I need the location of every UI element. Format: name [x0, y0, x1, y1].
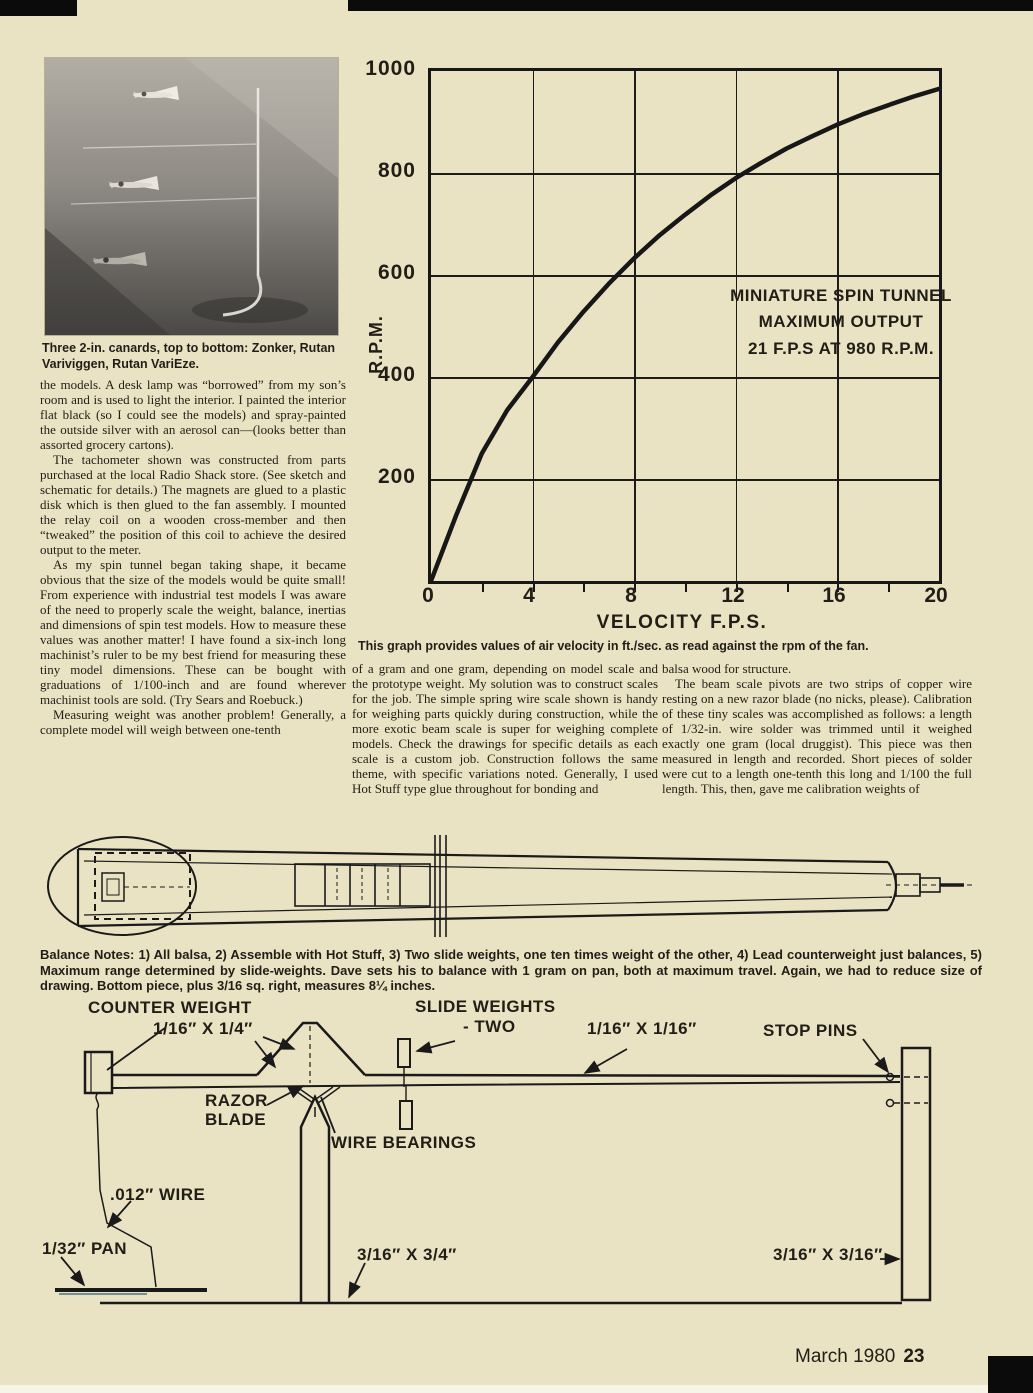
chart-caption: This graph provides values of air velocity in ft./sec. as read against the rpm of the fan. — [358, 639, 869, 653]
paragraph: As my spin tunnel began taking shape, it became obvious that the size of the models would be quite small! From experience with industrial test models I was aware of the need to properly scale the weight, balance, inertias and dimensions of spin test models. How to measure these values was another matter! I have found a six-inch long machinist’s ruler to be my best friend for measuring these tiny model dimensions. These can be bought with graduations of 1/100-inch and are found wherever machinist tools are sold. (Try Sears and Roebuck.) — [40, 557, 346, 707]
annotation-line: MINIATURE SPIN TUNNEL — [730, 286, 952, 305]
x-minor-tick — [685, 584, 687, 592]
y-tick-400: 400 — [377, 363, 416, 386]
annotation-line: 21 F.P.S AT 980 R.P.M. — [747, 338, 935, 358]
label-3-16-x-3-4: 3/16″ X 3/4″ — [357, 1245, 457, 1264]
counterweight — [85, 1052, 112, 1093]
page-footer — [795, 1346, 924, 1368]
y-tick-1000: 1000 — [365, 57, 416, 80]
x-tick-4: 4 — [523, 584, 535, 607]
plot-area — [428, 68, 952, 584]
x-minor-tick — [583, 584, 585, 592]
paragraph: the models. A desk lamp was “borrowed” from my son’s room and is used to light the interior. I painted the interior flat black (so I could see the models) and spray-painted the outside silver with an aerosol can—(looks better than assorted grocery cartons). — [40, 377, 346, 452]
annotation-line: MAXIMUM OUTPUT — [758, 312, 924, 332]
y-tick-800: 800 — [377, 159, 416, 182]
x-minor-tick — [888, 584, 890, 592]
y-axis-title: R.P.M. — [365, 315, 386, 374]
balance-notes: Balance Notes: 1) All balsa, 2) Assemble with Hot Stuff, 3) Two slide weights, one ten times weight of the other, 4) Lead counterweight just balances, 5) Maximum range determined by slide-weights. Dave sets his to balance with 1 gram on pan, both at maximum travel. Again, we had to reduce size of drawing. Bottom piece, plus 3/16 sq. right, measures 8¼ inches. — [40, 947, 982, 993]
balance-beam-top-view-drawing — [40, 833, 975, 940]
scan-white-strip-bottom — [0, 1385, 1033, 1393]
paragraph: The tachometer shown was constructed from parts purchased at the local Radio Shack store. (See sketch and schematic for details.) The magnets are glued to a plastic disk which is then glued to the fan assembly. I mounted the relay coil on a wooden cross-member and then “tweaked” the position of this coil to achieve the desired output to the meter. — [40, 452, 346, 557]
slide-weights — [398, 1039, 412, 1129]
paragraph: The beam scale pivots are two strips of copper wire resting on a new razor blade (no nicks, please). Calibration of these tiny scales was accomplished as follows: a length of 1/32-in. wire solder was trimmed until it weighed exactly one gram (local druggist). This piece was then measured in length and recorded. Short pieces of solder were cut to a length one-tenth this long and 1/100 the full length. This, then, gave me calibration weights of — [662, 676, 972, 796]
chart-annotation — [686, 283, 996, 362]
x-tick-12: 12 — [721, 584, 745, 607]
photo-canards-illustration — [45, 58, 338, 335]
paragraph: of a gram and one gram, depending on model scale and the prototype weight. My solution was to construct scales for the job. The simple spring wire scale shown is handy for weighing parts quickly during construction, while the more exotic beam scale is super for weighing complete models. Check the drawings for specific details as each scale is a custom job. Construction follows the same theme, with specific variations noted. Generally, I used Hot Stuff type glue throughout for bonding and — [352, 661, 658, 796]
label-slide-weights-two: - TWO — [463, 1017, 516, 1036]
beam-scale-side-view-drawing — [35, 995, 995, 1335]
label-slide-weights: SLIDE WEIGHTS — [415, 997, 556, 1016]
label-razor: RAZOR — [205, 1091, 268, 1110]
x-axis-title: VELOCITY F.P.S. — [596, 612, 768, 633]
label-1-16-x-1-16: 1/16″ X 1/16″ — [587, 1019, 697, 1038]
article-column-middle — [352, 661, 658, 796]
x-tick-16: 16 — [822, 584, 846, 607]
label-counter-weight: COUNTER WEIGHT — [88, 998, 252, 1017]
x-minor-tick — [787, 584, 789, 592]
y-tick-600: 600 — [377, 261, 416, 284]
beam-scale-diagram — [35, 995, 995, 1335]
rpm-velocity-chart — [358, 52, 976, 634]
label-stop-pins: STOP PINS — [763, 1021, 858, 1040]
article-column-right — [662, 661, 972, 796]
stop-pin-post — [887, 1048, 931, 1300]
label-1-16-x-1-4: 1/16″ X 1/4″ — [153, 1019, 253, 1038]
pivot-post-and-razor — [290, 1087, 340, 1303]
x-minor-tick — [482, 584, 484, 592]
label-3-16-x-3-16: 3/16″ X 3/16″ — [773, 1245, 883, 1264]
label-012-wire: .012″ WIRE — [110, 1185, 206, 1204]
x-tick-20: 20 — [924, 584, 948, 607]
scan-black-bar-top-right — [348, 0, 1033, 11]
footer-date: March 1980 — [795, 1346, 896, 1367]
photo-canard-models — [45, 58, 338, 335]
paragraph: balsa wood for structure. — [662, 661, 792, 676]
article-column-left — [40, 377, 346, 737]
x-tick-8: 8 — [625, 584, 637, 607]
label-1-32-pan: 1/32″ PAN — [42, 1239, 128, 1258]
scan-black-bar-top-left — [0, 0, 77, 16]
label-wire-bearings: WIRE BEARINGS — [331, 1133, 477, 1152]
paragraph: Measuring weight was another problem! Generally, a complete model will weigh between one-tenth — [40, 707, 346, 737]
label-blade: BLADE — [205, 1110, 267, 1129]
footer-page-number: 23 — [903, 1346, 925, 1367]
x-tick-0: 0 — [422, 584, 434, 607]
y-tick-200: 200 — [377, 465, 416, 488]
scan-black-box-bottom-right — [988, 1356, 1033, 1393]
photo-caption: Three 2-in. canards, top to bottom: Zonker, Rutan Variviggen, Rutan VariEze. — [42, 341, 336, 372]
